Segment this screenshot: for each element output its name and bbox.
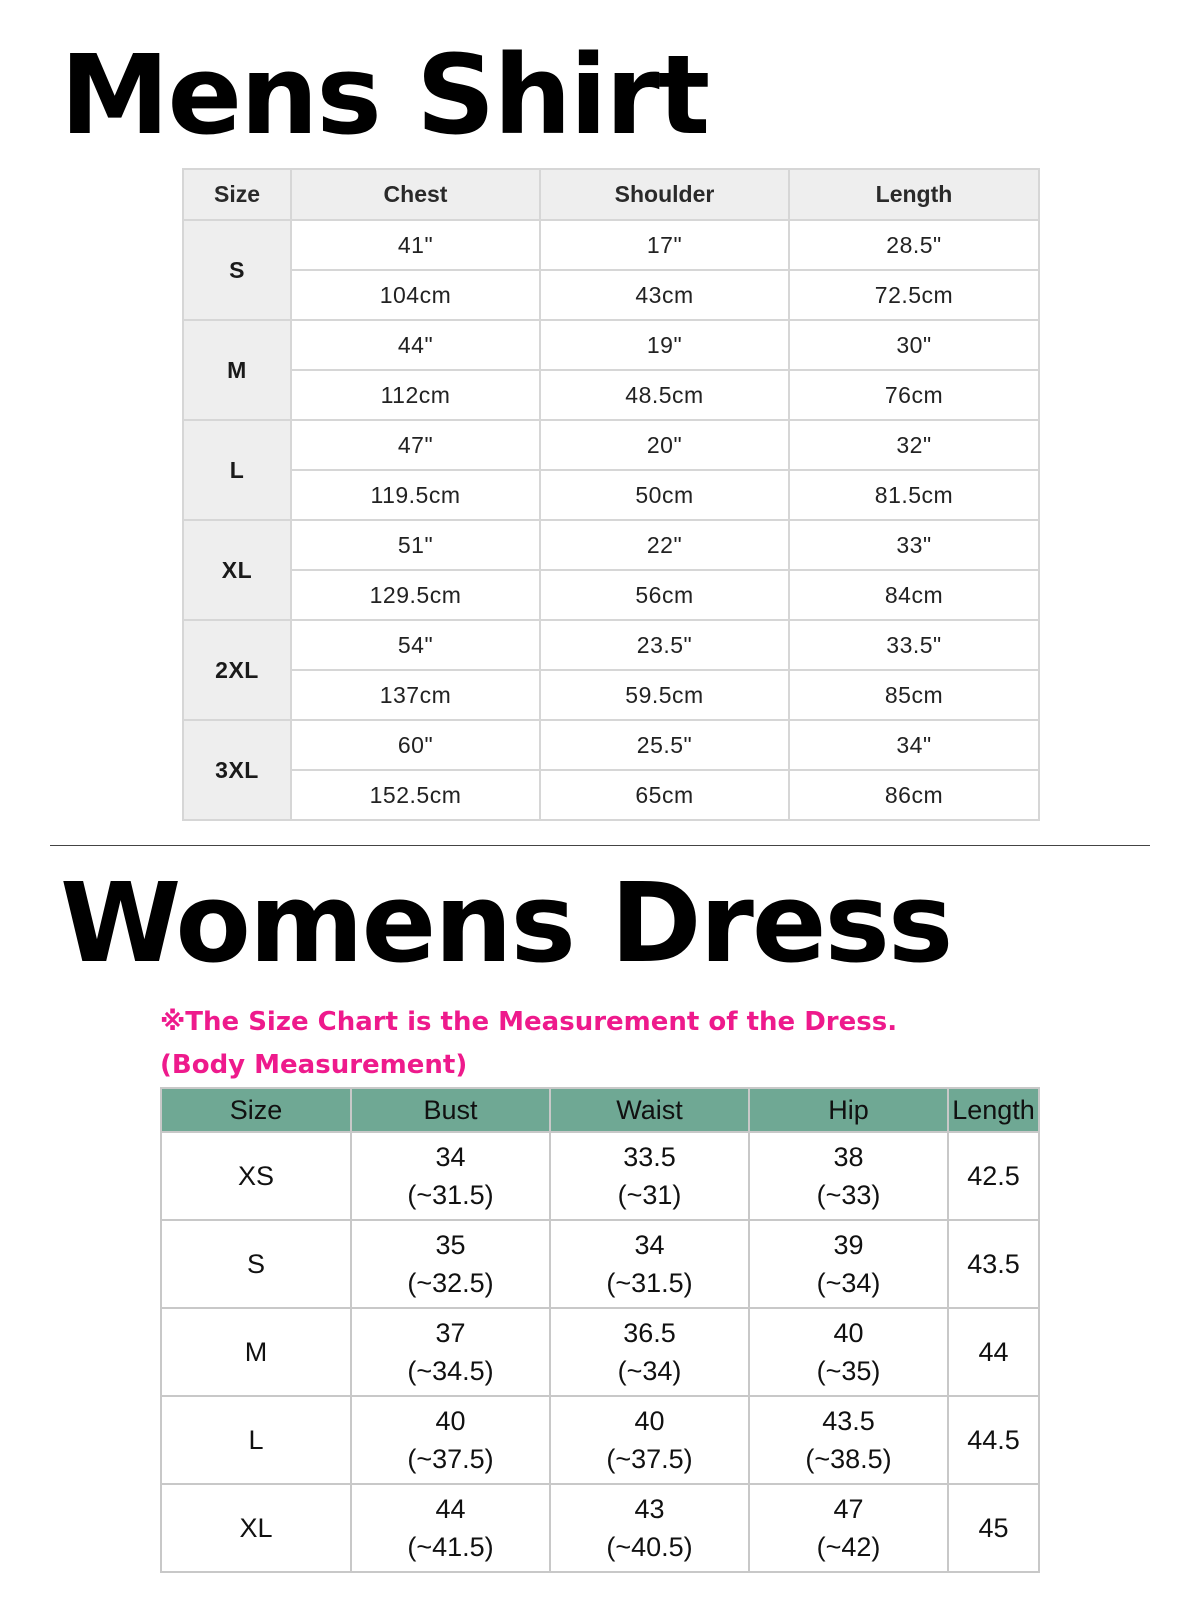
mens-length-inch: 28.5" (789, 220, 1039, 270)
mens-row-cm (183, 670, 1039, 720)
mens-size-cell: 3XL (183, 720, 291, 820)
mens-shoulder-inch: 22" (540, 520, 789, 570)
mens-length-cm: 81.5cm (789, 470, 1039, 520)
womens-hip-cell (749, 1220, 948, 1308)
womens-waist-cell (550, 1308, 749, 1396)
mens-shoulder-cm: 43cm (540, 270, 789, 320)
waist-body-value: (~31) (617, 1180, 682, 1210)
mens-shoulder-inch: 17" (540, 220, 789, 270)
mens-header-chest: Chest (291, 169, 540, 220)
bust-body-value: (~34.5) (407, 1356, 494, 1386)
womens-hip-cell (749, 1396, 948, 1484)
bust-value: 40 (435, 1405, 466, 1436)
mens-chest-inch: 47" (291, 420, 540, 470)
womens-size-cell: L (161, 1396, 351, 1484)
womens-row (161, 1484, 1039, 1572)
mens-size-cell: XL (183, 520, 291, 620)
mens-length-cm: 76cm (789, 370, 1039, 420)
mens-shoulder-cm: 48.5cm (540, 370, 789, 420)
mens-length-cm: 85cm (789, 670, 1039, 720)
mens-row-cm (183, 770, 1039, 820)
hip-value: 43.5 (822, 1405, 875, 1436)
mens-header-row (183, 169, 1039, 220)
womens-bust-cell (351, 1484, 550, 1572)
mens-length-inch: 32" (789, 420, 1039, 470)
mens-row-inch (183, 220, 1039, 270)
mens-row-cm (183, 470, 1039, 520)
waist-value: 33.5 (623, 1141, 676, 1172)
mens-chest-cm: 112cm (291, 370, 540, 420)
womens-header-waist: Waist (550, 1088, 749, 1132)
womens-size-cell: M (161, 1308, 351, 1396)
mens-shoulder-inch: 19" (540, 320, 789, 370)
mens-length-inch: 34" (789, 720, 1039, 770)
mens-row-inch (183, 420, 1039, 470)
womens-bust-cell (351, 1308, 550, 1396)
waist-value: 40 (634, 1405, 665, 1436)
womens-length-cell: 44.5 (948, 1396, 1039, 1484)
hip-body-value: (~34) (816, 1268, 881, 1298)
womens-size-cell: S (161, 1220, 351, 1308)
mens-shoulder-inch: 20" (540, 420, 789, 470)
womens-bust-cell (351, 1132, 550, 1220)
body-measurement-note: (Body Measurement) (160, 1050, 468, 1080)
bust-body-value: (~32.5) (407, 1268, 494, 1298)
hip-body-value: (~33) (816, 1180, 881, 1210)
mens-shoulder-inch: 25.5" (540, 720, 789, 770)
womens-bust-cell (351, 1220, 550, 1308)
waist-body-value: (~34) (617, 1356, 682, 1386)
mens-length-cm: 86cm (789, 770, 1039, 820)
hip-body-value: (~35) (816, 1356, 881, 1386)
bust-body-value: (~31.5) (407, 1180, 494, 1210)
womens-length-cell: 43.5 (948, 1220, 1039, 1308)
mens-header-shoulder: Shoulder (540, 169, 789, 220)
mens-chest-inch: 54" (291, 620, 540, 670)
mens-length-inch: 33.5" (789, 620, 1039, 670)
hip-body-value: (~38.5) (805, 1444, 892, 1474)
mens-size-cell: L (183, 420, 291, 520)
womens-row (161, 1396, 1039, 1484)
womens-dress-title: Womens Dress (60, 859, 952, 987)
bust-body-value: (~41.5) (407, 1532, 494, 1562)
section-divider (50, 845, 1150, 846)
womens-row (161, 1132, 1039, 1220)
bust-value: 44 (435, 1493, 466, 1524)
womens-header-hip: Hip (749, 1088, 948, 1132)
mens-chest-cm: 137cm (291, 670, 540, 720)
womens-hip-cell (749, 1484, 948, 1572)
mens-header-length: Length (789, 169, 1039, 220)
mens-row-inch (183, 720, 1039, 770)
waist-value: 36.5 (623, 1317, 676, 1348)
waist-value: 43 (634, 1493, 665, 1524)
mens-length-inch: 33" (789, 520, 1039, 570)
mens-size-table (182, 168, 1040, 821)
mens-chest-cm: 104cm (291, 270, 540, 320)
womens-size-cell: XS (161, 1132, 351, 1220)
womens-size-cell: XL (161, 1484, 351, 1572)
mens-size-cell: M (183, 320, 291, 420)
hip-value: 47 (833, 1493, 864, 1524)
womens-row (161, 1308, 1039, 1396)
womens-row (161, 1220, 1039, 1308)
mens-row-cm (183, 570, 1039, 620)
womens-length-cell: 42.5 (948, 1132, 1039, 1220)
waist-body-value: (~31.5) (606, 1268, 693, 1298)
mens-length-cm: 84cm (789, 570, 1039, 620)
mens-row-inch (183, 620, 1039, 670)
waist-value: 34 (634, 1229, 665, 1260)
mens-chest-cm: 129.5cm (291, 570, 540, 620)
mens-size-cell: 2XL (183, 620, 291, 720)
hip-value: 38 (833, 1141, 864, 1172)
womens-waist-cell (550, 1484, 749, 1572)
mens-row-cm (183, 370, 1039, 420)
womens-header-size: Size (161, 1088, 351, 1132)
womens-size-table (160, 1087, 1040, 1573)
hip-value: 39 (833, 1229, 864, 1260)
hip-body-value: (~42) (816, 1532, 881, 1562)
mens-shoulder-cm: 50cm (540, 470, 789, 520)
mens-chest-inch: 51" (291, 520, 540, 570)
waist-body-value: (~40.5) (606, 1532, 693, 1562)
hip-value: 40 (833, 1317, 864, 1348)
womens-bust-cell (351, 1396, 550, 1484)
mens-shoulder-cm: 59.5cm (540, 670, 789, 720)
mens-shoulder-inch: 23.5" (540, 620, 789, 670)
size-chart-note: ※The Size Chart is the Measurement of the Dress. (160, 1007, 898, 1037)
bust-value: 34 (435, 1141, 466, 1172)
mens-length-inch: 30" (789, 320, 1039, 370)
mens-row-inch (183, 520, 1039, 570)
waist-body-value: (~37.5) (606, 1444, 693, 1474)
mens-chest-inch: 44" (291, 320, 540, 370)
mens-shirt-title: Mens Shirt (60, 31, 709, 159)
mens-shoulder-cm: 65cm (540, 770, 789, 820)
mens-length-cm: 72.5cm (789, 270, 1039, 320)
womens-waist-cell (550, 1396, 749, 1484)
mens-size-cell: S (183, 220, 291, 320)
womens-length-cell: 45 (948, 1484, 1039, 1572)
bust-body-value: (~37.5) (407, 1444, 494, 1474)
bust-value: 35 (435, 1229, 466, 1260)
bust-value: 37 (435, 1317, 466, 1348)
mens-chest-inch: 41" (291, 220, 540, 270)
mens-shoulder-cm: 56cm (540, 570, 789, 620)
womens-hip-cell (749, 1308, 948, 1396)
mens-chest-cm: 152.5cm (291, 770, 540, 820)
womens-hip-cell (749, 1132, 948, 1220)
womens-header-row (161, 1088, 1039, 1132)
womens-length-cell: 44 (948, 1308, 1039, 1396)
womens-waist-cell (550, 1132, 749, 1220)
mens-chest-inch: 60" (291, 720, 540, 770)
womens-header-bust: Bust (351, 1088, 550, 1132)
womens-waist-cell (550, 1220, 749, 1308)
mens-chest-cm: 119.5cm (291, 470, 540, 520)
mens-row-inch (183, 320, 1039, 370)
womens-header-length: Length (948, 1088, 1039, 1132)
mens-row-cm (183, 270, 1039, 320)
mens-header-size: Size (183, 169, 291, 220)
